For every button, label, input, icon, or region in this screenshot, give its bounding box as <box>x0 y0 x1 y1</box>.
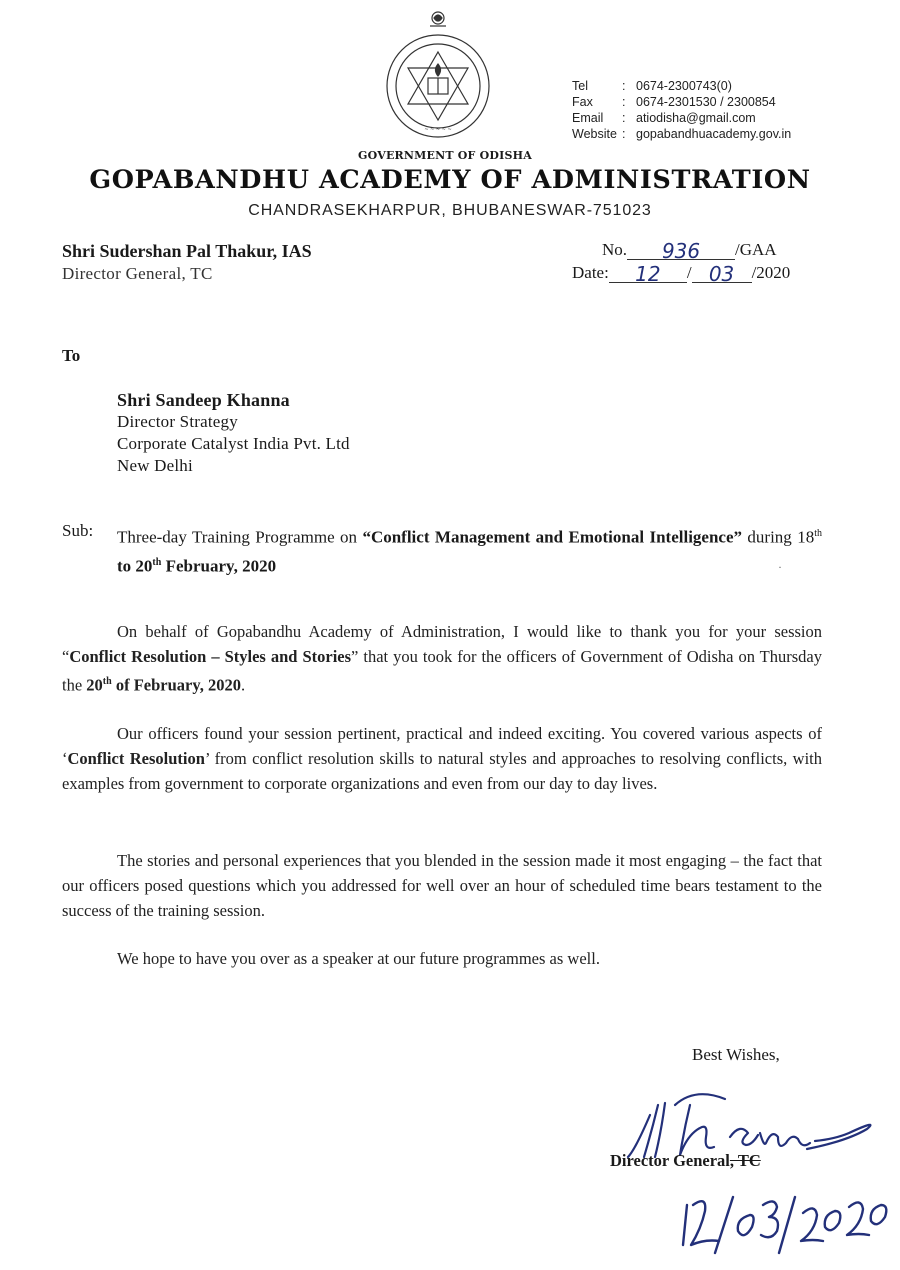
recipient-block <box>117 389 350 477</box>
contact-tel: Tel : 0674-2300743(0) <box>572 79 732 93</box>
ref-date-month: 03 <box>708 262 735 286</box>
p1-bold: Conflict Resolution – Styles and Stories <box>69 647 352 666</box>
subject-mid: during 18 <box>742 527 815 547</box>
p1-text: On behalf of Gopabandhu Academy of Administration, I would like to thank you for your session “ <box>62 622 822 666</box>
p1-text: ” that you took for the officers of Government of Odisha on Thursday the <box>62 647 822 695</box>
body-paragraph-4 <box>62 946 822 971</box>
contact-key: Email <box>572 111 604 125</box>
recipient-name: Shri Sandeep Khanna <box>117 390 290 410</box>
recipient-line: Director Strategy <box>117 412 238 431</box>
p3-text: The stories and personal experiences that you blended in the session made it most engaging – the fact that our officers posed questions which you addressed for well over an hour of scheduled time bears testament to the success of the training session. <box>62 851 822 920</box>
p1-text: . <box>240 675 246 695</box>
sender-title: Director General, TC <box>62 264 213 283</box>
academy-address: CHANDRASEKHARPUR, BHUBANESWAR-751023 <box>248 202 652 219</box>
reference-number <box>602 239 777 263</box>
academy-emblem-icon <box>384 8 492 148</box>
p4-text: We hope to have you over as a speaker at our future programmes as well. <box>117 949 600 968</box>
ref-no-handwritten: 936 <box>661 239 701 263</box>
p1-bold: of February, 2020 <box>111 675 241 695</box>
ref-date-label: Date: <box>572 263 609 282</box>
ref-date-year: /2020 <box>751 263 791 282</box>
contact-key: Tel <box>572 79 588 93</box>
contact-value: 0674-2301530 / 2300854 <box>636 95 776 109</box>
signatory-title <box>610 1151 761 1171</box>
contact-value: 0674-2300743(0) <box>636 79 732 93</box>
handwritten-date-icon <box>675 1175 895 1260</box>
subject-pre: Three-day Training Programme on <box>117 527 363 547</box>
contact-value: gopabandhuacademy.gov.in <box>636 127 792 141</box>
subject-title: “Conflict Management and Emotional Intelligence” <box>362 527 743 547</box>
contact-key: Website <box>572 127 617 141</box>
subject-to: to 20 <box>117 556 153 576</box>
p2-text: Our officers found your session pertinent, practical and indeed exciting. You covered various aspects of ‘ <box>62 724 822 768</box>
scan-speck: · <box>778 560 782 574</box>
subject-label: Sub: <box>62 521 94 540</box>
contact-block <box>572 78 791 142</box>
p1-sup: th <box>102 676 112 687</box>
p1-bold: 20 <box>86 675 103 695</box>
best-wishes: Best Wishes, <box>692 1045 780 1064</box>
body-paragraph-3 <box>62 848 822 923</box>
ref-no-suffix: /GAA <box>735 240 777 259</box>
subject-sup: th <box>152 556 162 568</box>
ref-no-label: No. <box>602 240 628 259</box>
academy-name: GOPABANDHU ACADEMY OF ADMINISTRATION <box>89 165 811 195</box>
ref-date-day: 12 <box>635 262 661 286</box>
government-line: GOVERNMENT OF ODISHA <box>358 149 532 162</box>
to-label: To <box>62 346 81 365</box>
recipient-line: New Delhi <box>117 456 193 475</box>
contact-email: Email : atiodisha@gmail.com <box>572 111 756 125</box>
reference-date: Date: 12 / 03 /2020 <box>572 262 791 286</box>
recipient-line: Corporate Catalyst India Pvt. Ltd <box>117 434 350 453</box>
body-paragraph-1 <box>62 619 822 698</box>
contact-fax: Fax : 0674-2301530 / 2300854 <box>572 95 776 109</box>
signatory-b: , TC <box>729 1151 761 1170</box>
contact-key: Fax <box>572 95 593 109</box>
p2-text: ’ from conflict resolution skills to natural styles and approaches to resolving conflicts, with examples from government to corporate organizations and even from our day to day lives. <box>62 749 823 793</box>
contact-value: atiodisha@gmail.com <box>636 111 756 125</box>
subject-sup: th <box>814 528 823 539</box>
signatory-a: Director General <box>610 1151 730 1170</box>
p2-bold: Conflict Resolution <box>67 749 205 768</box>
subject-end: February, 2020 <box>161 556 277 576</box>
subject-text <box>117 521 822 578</box>
svg-text:~ ~ ~ ~ ~: ~ ~ ~ ~ ~ <box>424 127 452 133</box>
contact-website: Website : gopabandhuacademy.gov.in <box>572 127 792 141</box>
sender-name: Shri Sudershan Pal Thakur, IAS <box>62 241 312 261</box>
body-paragraph-2 <box>62 721 822 796</box>
